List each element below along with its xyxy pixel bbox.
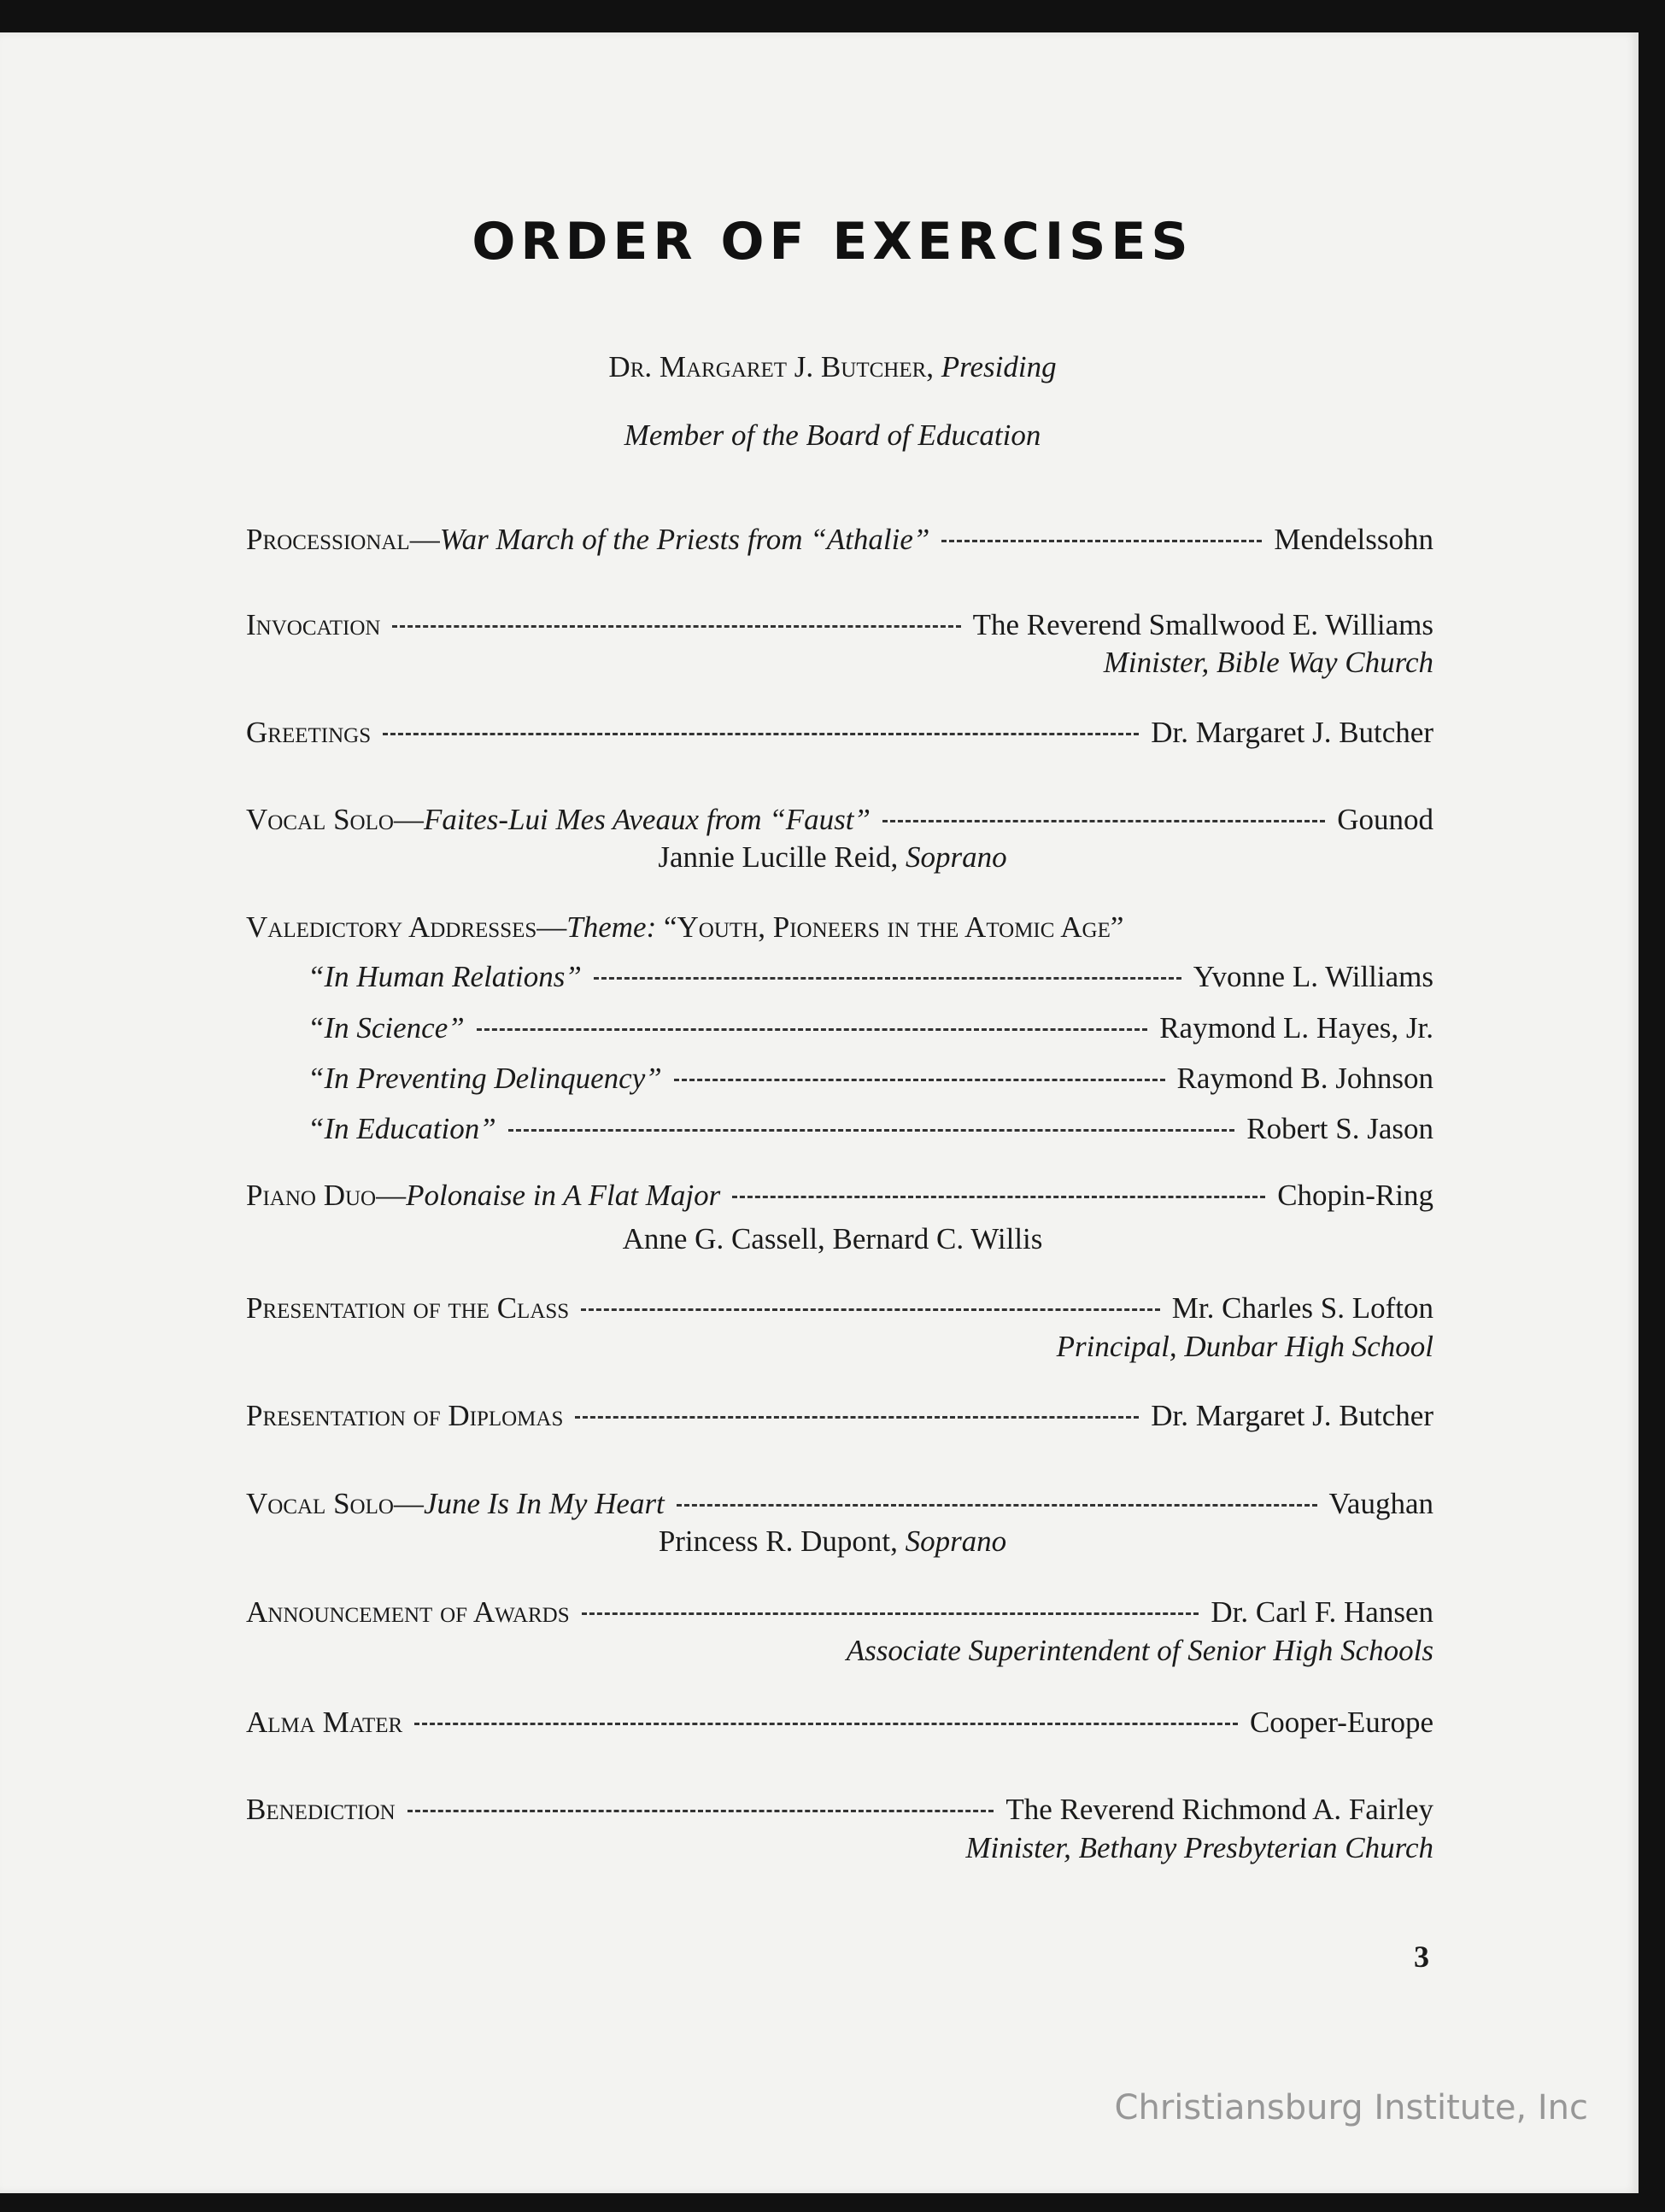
item-right: Mr. Charles S. Lofton <box>1171 1291 1433 1325</box>
presiding-role: Presiding <box>941 350 1057 383</box>
item-right: Gounod <box>1337 803 1433 836</box>
presiding-subtitle: Member of the Board of Education <box>624 418 1041 452</box>
performer-name: Princess R. Dupont, <box>658 1524 898 1558</box>
item-label: Announcement of Awards <box>246 1595 570 1629</box>
dotted-leader <box>677 1504 1317 1507</box>
item-work: War March of the Priests from “Athalie” <box>439 523 930 556</box>
page-title: ORDER OF EXERCISES <box>472 212 1193 272</box>
program-item-piano-duo <box>246 1179 1433 1213</box>
address-speaker: Robert S. Jason <box>1246 1112 1433 1145</box>
item-subtitle: Minister, Bethany Presbyterian Church <box>965 1831 1433 1864</box>
dotted-leader <box>582 1612 1199 1615</box>
dotted-leader <box>414 1723 1238 1725</box>
address-topic: “In Human Relations” <box>308 960 582 993</box>
item-label: Valedictory Addresses— <box>246 910 567 944</box>
address-topic: “In Preventing Delinquency” <box>308 1062 662 1095</box>
address-speaker: Yvonne L. Williams <box>1193 960 1433 993</box>
address-speaker: Raymond L. Hayes, Jr. <box>1159 1011 1433 1045</box>
program-item-vocal-solo-1 <box>246 803 1433 837</box>
address-row <box>308 960 1433 994</box>
item-performer <box>0 1524 1665 1559</box>
item-right: Dr. Margaret J. Butcher <box>1151 1399 1433 1432</box>
item-work: June Is In My Heart <box>423 1487 665 1520</box>
item-label: Vocal Solo— <box>246 1487 424 1520</box>
item-right: Dr. Carl F. Hansen <box>1211 1595 1433 1629</box>
item-label: Presentation of the Class <box>246 1291 570 1325</box>
program-item-greetings <box>246 716 1433 750</box>
program-item-vocal-solo-2 <box>246 1487 1433 1521</box>
watermark: Christiansburg Institute, Inc <box>1114 2088 1588 2127</box>
item-label: Invocation <box>246 608 381 641</box>
item-right: Dr. Margaret J. Butcher <box>1151 716 1433 749</box>
page-number: 3 <box>1414 1940 1429 1974</box>
item-label: Alma Mater <box>246 1706 403 1739</box>
item-right: The Reverend Richmond A. Fairley <box>1005 1793 1433 1826</box>
address-row <box>308 1011 1433 1045</box>
theme-text: “Youth, Pioneers in the Atomic Age” <box>664 910 1124 944</box>
item-work: Faites-Lui Mes Aveaux from “Faust” <box>423 803 871 836</box>
performer-voice: Soprano <box>905 1524 1007 1558</box>
item-label: Greetings <box>246 716 372 749</box>
item-performer <box>0 840 1665 875</box>
item-right: The Reverend Smallwood E. Williams <box>972 608 1433 641</box>
performer-name: Jannie Lucille Reid, <box>658 840 899 874</box>
item-right: Vaughan <box>1328 1487 1433 1520</box>
dotted-leader <box>941 540 1262 542</box>
item-label: Benediction <box>246 1793 396 1826</box>
item-subtitle: Associate Superintendent of Senior High Schools <box>846 1634 1433 1667</box>
program-item-presentation-diplomas <box>246 1399 1433 1433</box>
item-work: Polonaise in A Flat Major <box>406 1179 721 1212</box>
item-right: Cooper-Europe <box>1249 1706 1433 1739</box>
performer-voice: Soprano <box>906 840 1007 874</box>
dotted-leader <box>477 1028 1148 1031</box>
item-label: Piano Duo— <box>246 1179 407 1212</box>
program-item-alma-mater <box>246 1706 1433 1740</box>
item-label: Processional— <box>246 523 440 556</box>
dotted-leader <box>732 1196 1265 1198</box>
dotted-leader <box>407 1810 994 1812</box>
address-row <box>308 1062 1433 1096</box>
program-item-presentation-class <box>246 1291 1433 1325</box>
program-item-benediction <box>246 1793 1433 1827</box>
address-speaker: Raymond B. Johnson <box>1176 1062 1433 1095</box>
dotted-leader <box>594 977 1181 980</box>
program-item-awards <box>246 1595 1433 1630</box>
presiding-line <box>0 350 1665 384</box>
item-right: Mendelssohn <box>1274 523 1433 556</box>
program-item-invocation <box>246 608 1433 642</box>
dotted-leader <box>392 625 960 628</box>
address-topic: “In Education” <box>308 1112 496 1145</box>
address-row <box>308 1112 1433 1146</box>
item-label: Vocal Solo— <box>246 803 424 836</box>
dotted-leader <box>508 1129 1235 1132</box>
program-item-valedictory <box>246 910 1433 945</box>
dotted-leader <box>674 1079 1165 1081</box>
item-right: Chopin-Ring <box>1277 1179 1433 1212</box>
dotted-leader <box>383 733 1139 735</box>
item-label: Presentation of Diplomas <box>246 1399 564 1432</box>
item-performers: Anne G. Cassell, Bernard C. Willis <box>622 1222 1043 1255</box>
dotted-leader <box>575 1416 1139 1419</box>
presiding-name: Dr. Margaret J. Butcher, <box>608 350 935 383</box>
address-topic: “In Science” <box>308 1011 465 1045</box>
item-subtitle: Minister, Bible Way Church <box>1103 646 1433 679</box>
item-subtitle: Principal, Dunbar High School <box>1056 1330 1433 1363</box>
program-item-processional <box>246 523 1433 557</box>
dotted-leader <box>581 1308 1160 1311</box>
dotted-leader <box>882 820 1325 822</box>
theme-label: Theme: <box>566 910 657 944</box>
